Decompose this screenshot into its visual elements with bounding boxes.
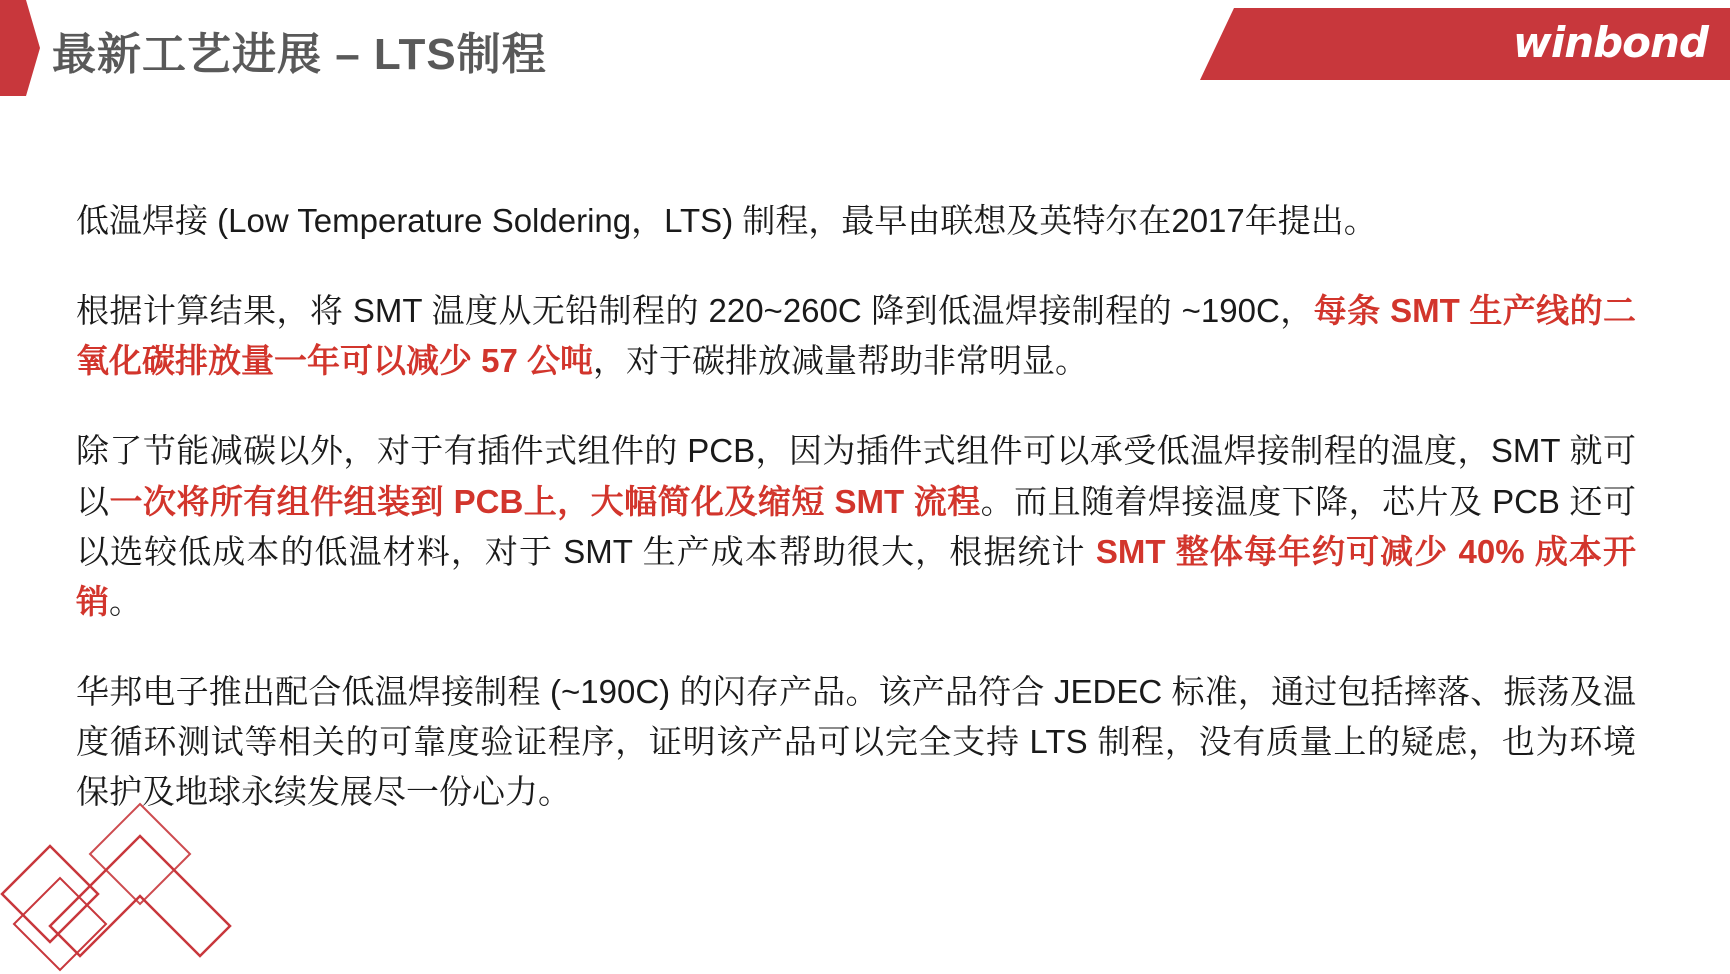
body-text: 除了节能减碳以外，对于有插件式组件的 PCB，因为插件式组件可以承受低温焊接制程的温度，SMT 就可以 — [76, 432, 1636, 520]
highlighted-text: 每条 SMT 生产线的二氧化碳排放量一年可以减少 57 公吨 — [76, 292, 1636, 380]
body-text: 根据计算结果，将 SMT 温度从无铅制程的 220~260C 降到低温焊接制程的 ~190C， — [76, 292, 1314, 330]
body-paragraph — [76, 667, 1636, 817]
body-text: 。而且随着焊接温度下降，芯片及 PCB 还可以选较低成本的低温材料，对于 SMT 生产成本帮助很大，根据统计 — [76, 482, 1637, 570]
slide-body — [76, 196, 1636, 818]
slide-header — [0, 0, 1730, 96]
winbond-logo: winbond — [1513, 18, 1708, 67]
body-paragraph — [76, 196, 1636, 246]
body-paragraph — [76, 426, 1636, 627]
body-text: 。 — [109, 582, 142, 620]
body-paragraph — [76, 286, 1636, 386]
body-text: 华邦电子推出配合低温焊接制程 (~190C) 的闪存产品。该产品符合 JEDEC 标准，通过包括摔落、振荡及温度循环测试等相关的可靠度验证程序，证明该产品可以完全支持 LTS 制程，没有质量上的疑虑，也为环境保护及地球永续发展尽一份心力。 — [76, 673, 1636, 811]
highlighted-text: 一次将所有组件组装到 PCB上，大幅简化及缩短 SMT 流程 — [109, 482, 981, 520]
body-text: ，对于碳排放减量帮助非常明显。 — [593, 342, 1089, 380]
page-title: 最新工艺进展 – LTS制程 — [52, 30, 547, 79]
highlighted-text: SMT 整体每年约可减少 40% 成本开销 — [76, 532, 1636, 620]
body-text: 低温焊接 (Low Temperature Soldering，LTS) 制程，最早由联想及英特尔在2017年提出。 — [76, 202, 1377, 239]
header-accent-arrow-icon — [0, 0, 40, 96]
